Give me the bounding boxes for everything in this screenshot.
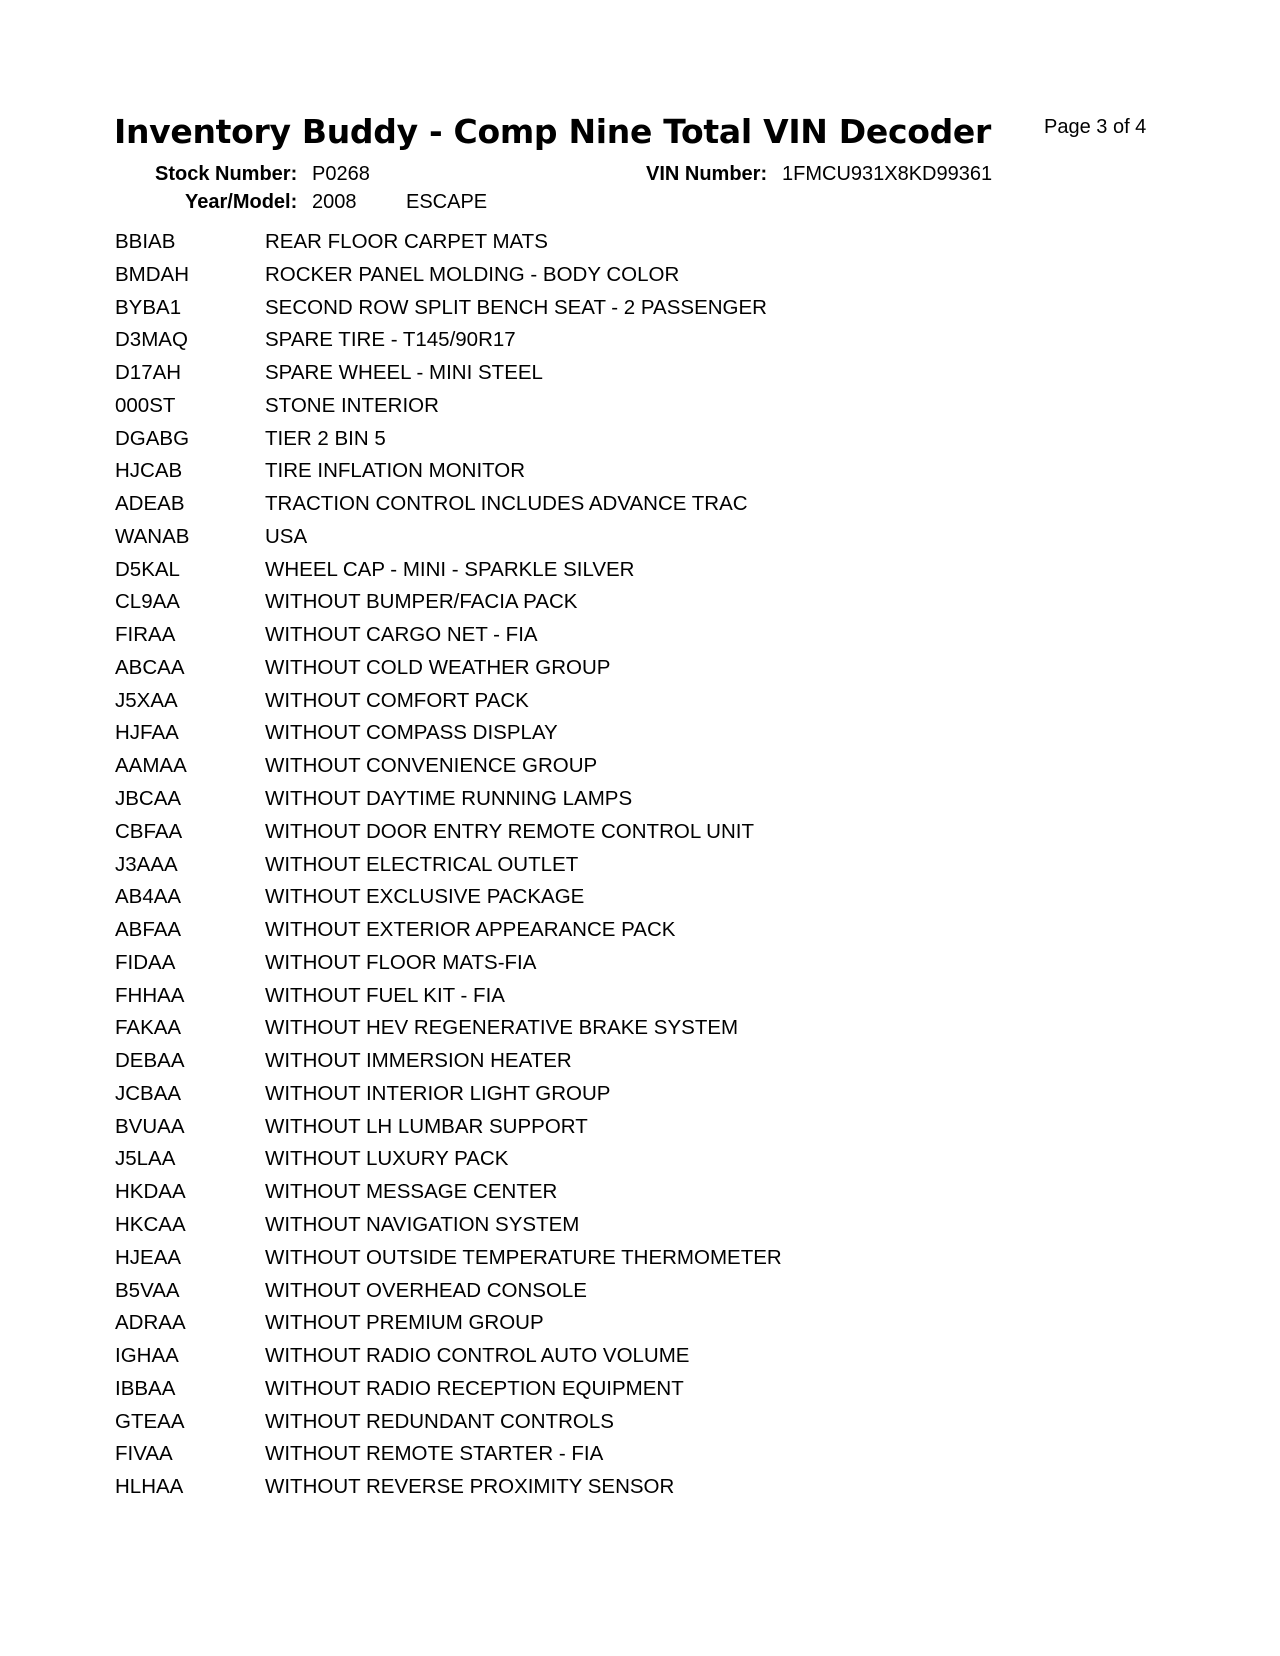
option-code-row (0, 357, 1280, 390)
option-description: WITHOUT RADIO RECEPTION EQUIPMENT (265, 1376, 684, 1400)
option-code-row (0, 980, 1280, 1013)
option-code-row (0, 1012, 1280, 1045)
option-code: GTEAA (115, 1409, 185, 1433)
option-description: WITHOUT MESSAGE CENTER (265, 1180, 558, 1204)
option-code: ABFAA (115, 918, 182, 942)
option-description: WHEEL CAP - MINI - SPARKLE SILVER (265, 557, 635, 581)
option-description: WITHOUT CONVENIENCE GROUP (265, 754, 598, 778)
option-description: WITHOUT DAYTIME RUNNING LAMPS (265, 787, 633, 811)
option-description: TIRE INFLATION MONITOR (265, 459, 526, 483)
option-code: JCBAA (115, 1081, 182, 1105)
stock-number-value: P0268 (312, 163, 370, 185)
option-description: WITHOUT COLD WEATHER GROUP (265, 655, 611, 679)
option-description: WITHOUT REVERSE PROXIMITY SENSOR (265, 1475, 675, 1499)
option-code: HLHAA (115, 1475, 184, 1499)
option-code: 000ST (115, 393, 176, 417)
option-code-row (0, 783, 1280, 816)
option-code: D5KAL (115, 557, 180, 581)
option-code-row (0, 1045, 1280, 1078)
option-description: WITHOUT REMOTE STARTER - FIA (265, 1442, 604, 1466)
option-code: CL9AA (115, 590, 180, 614)
option-code: JBCAA (115, 787, 182, 811)
option-description: SECOND ROW SPLIT BENCH SEAT - 2 PASSENGER (265, 295, 767, 319)
year-model-field (185, 191, 297, 214)
option-code-list (0, 226, 1280, 1504)
option-description: WITHOUT HEV REGENERATIVE BRAKE SYSTEM (265, 1016, 739, 1040)
option-code-row (0, 586, 1280, 619)
option-code: FIVAA (115, 1442, 173, 1466)
option-code-row (0, 1471, 1280, 1504)
option-code: IBBAA (115, 1376, 176, 1400)
option-code-row (0, 1143, 1280, 1176)
option-code: FIRAA (115, 623, 176, 647)
option-code: FAKAA (115, 1016, 182, 1040)
page-indicator: Page 3 of 4 (1044, 116, 1147, 138)
option-code: J5XAA (115, 688, 178, 712)
option-description: WITHOUT DOOR ENTRY REMOTE CONTROL UNIT (265, 819, 754, 843)
option-description: WITHOUT REDUNDANT CONTROLS (265, 1409, 614, 1433)
option-code: IGHAA (115, 1344, 179, 1368)
option-description: WITHOUT OUTSIDE TEMPERATURE THERMOMETER (265, 1245, 782, 1269)
option-code-row (0, 488, 1280, 521)
year-value: 2008 (312, 191, 357, 213)
option-description: REAR FLOOR CARPET MATS (265, 230, 548, 253)
option-code-row (0, 1078, 1280, 1111)
option-code: HJFAA (115, 721, 179, 745)
option-code-row (0, 914, 1280, 947)
option-code-row (0, 324, 1280, 357)
option-code: D17AH (115, 361, 182, 385)
option-code: HKDAA (115, 1180, 186, 1204)
vin-number-value: 1FMCU931X8KD99361 (782, 163, 993, 185)
option-description: USA (265, 524, 308, 548)
option-code: J3AAA (115, 852, 178, 876)
option-code: FIDAA (115, 950, 176, 974)
option-code-row (0, 1307, 1280, 1340)
stock-number-field (155, 163, 297, 186)
option-description: WITHOUT EXCLUSIVE PACKAGE (265, 885, 585, 909)
option-code: CBFAA (115, 819, 183, 843)
option-description: WITHOUT EXTERIOR APPEARANCE PACK (265, 918, 676, 942)
option-code-row (0, 1340, 1280, 1373)
option-description: SPARE WHEEL - MINI STEEL (265, 361, 543, 385)
option-description: ROCKER PANEL MOLDING - BODY COLOR (265, 262, 680, 286)
option-code: B5VAA (115, 1278, 180, 1302)
option-description: TRACTION CONTROL INCLUDES ADVANCE TRAC (265, 492, 748, 516)
option-description: WITHOUT PREMIUM GROUP (265, 1311, 544, 1335)
option-code-row (0, 881, 1280, 914)
option-code: BYBA1 (115, 295, 182, 319)
option-code: ADRAA (115, 1311, 186, 1335)
option-code-row (0, 1373, 1280, 1406)
model-value: ESCAPE (406, 191, 488, 213)
option-code-row (0, 1406, 1280, 1439)
year-model-label: Year/Model: (185, 191, 298, 213)
option-description: WITHOUT BUMPER/FACIA PACK (265, 590, 578, 614)
option-description: WITHOUT ELECTRICAL OUTLET (265, 852, 579, 876)
option-code: FHHAA (115, 983, 185, 1007)
option-code-row (0, 619, 1280, 652)
vin-number-field (646, 163, 767, 186)
option-description: WITHOUT FUEL KIT - FIA (265, 983, 505, 1007)
option-description: WITHOUT RADIO CONTROL AUTO VOLUME (265, 1344, 690, 1368)
option-code-row (0, 423, 1280, 456)
option-code: ABCAA (115, 655, 185, 679)
option-description: WITHOUT COMPASS DISPLAY (265, 721, 558, 745)
option-code-row (0, 717, 1280, 750)
option-code-row (0, 1111, 1280, 1144)
option-code: DGABG (115, 426, 190, 450)
option-description: WITHOUT NAVIGATION SYSTEM (265, 1212, 580, 1236)
option-code-row (0, 816, 1280, 849)
option-description: WITHOUT OVERHEAD CONSOLE (265, 1278, 587, 1302)
vin-number-label: VIN Number: (646, 163, 768, 185)
option-code-row (0, 1438, 1280, 1471)
option-description: TIER 2 BIN 5 (265, 426, 386, 450)
option-description: STONE INTERIOR (265, 393, 439, 417)
option-code: HJCAB (115, 459, 183, 483)
option-description: WITHOUT LUXURY PACK (265, 1147, 509, 1171)
option-code-row (0, 849, 1280, 882)
option-code-row (0, 1209, 1280, 1242)
option-code: BMDAH (115, 262, 190, 286)
option-code-row (0, 947, 1280, 980)
option-description: WITHOUT COMFORT PACK (265, 688, 529, 712)
option-code-row (0, 455, 1280, 488)
option-code: HKCAA (115, 1212, 186, 1236)
option-code-row (0, 292, 1280, 325)
option-description: WITHOUT FLOOR MATS-FIA (265, 950, 537, 974)
option-code-row (0, 750, 1280, 783)
option-code-row (0, 652, 1280, 685)
option-code: AB4AA (115, 885, 182, 909)
option-code: HJEAA (115, 1245, 182, 1269)
option-code: BVUAA (115, 1114, 185, 1138)
option-description: WITHOUT INTERIOR LIGHT GROUP (265, 1081, 611, 1105)
stock-number-label: Stock Number: (155, 163, 298, 185)
option-code-row (0, 685, 1280, 718)
option-code-row (0, 554, 1280, 587)
option-code: DEBAA (115, 1049, 185, 1073)
option-code: AAMAA (115, 754, 187, 778)
option-code-row (0, 259, 1280, 292)
option-code: J5LAA (115, 1147, 176, 1171)
option-code-row (0, 1275, 1280, 1308)
option-code-row (0, 226, 1280, 259)
option-description: WITHOUT CARGO NET - FIA (265, 623, 538, 647)
option-code-row (0, 521, 1280, 554)
option-description: WITHOUT LH LUMBAR SUPPORT (265, 1114, 588, 1138)
document-title: Inventory Buddy - Comp Nine Total VIN Decoder (114, 112, 991, 151)
option-description: WITHOUT IMMERSION HEATER (265, 1049, 572, 1073)
option-code-row (0, 1242, 1280, 1275)
option-code: ADEAB (115, 492, 185, 516)
option-code-row (0, 1176, 1280, 1209)
option-code: D3MAQ (115, 328, 188, 352)
option-code: WANAB (115, 524, 190, 548)
option-description: SPARE TIRE - T145/90R17 (265, 328, 516, 352)
option-code-row (0, 390, 1280, 423)
option-code: BBIAB (115, 230, 176, 253)
